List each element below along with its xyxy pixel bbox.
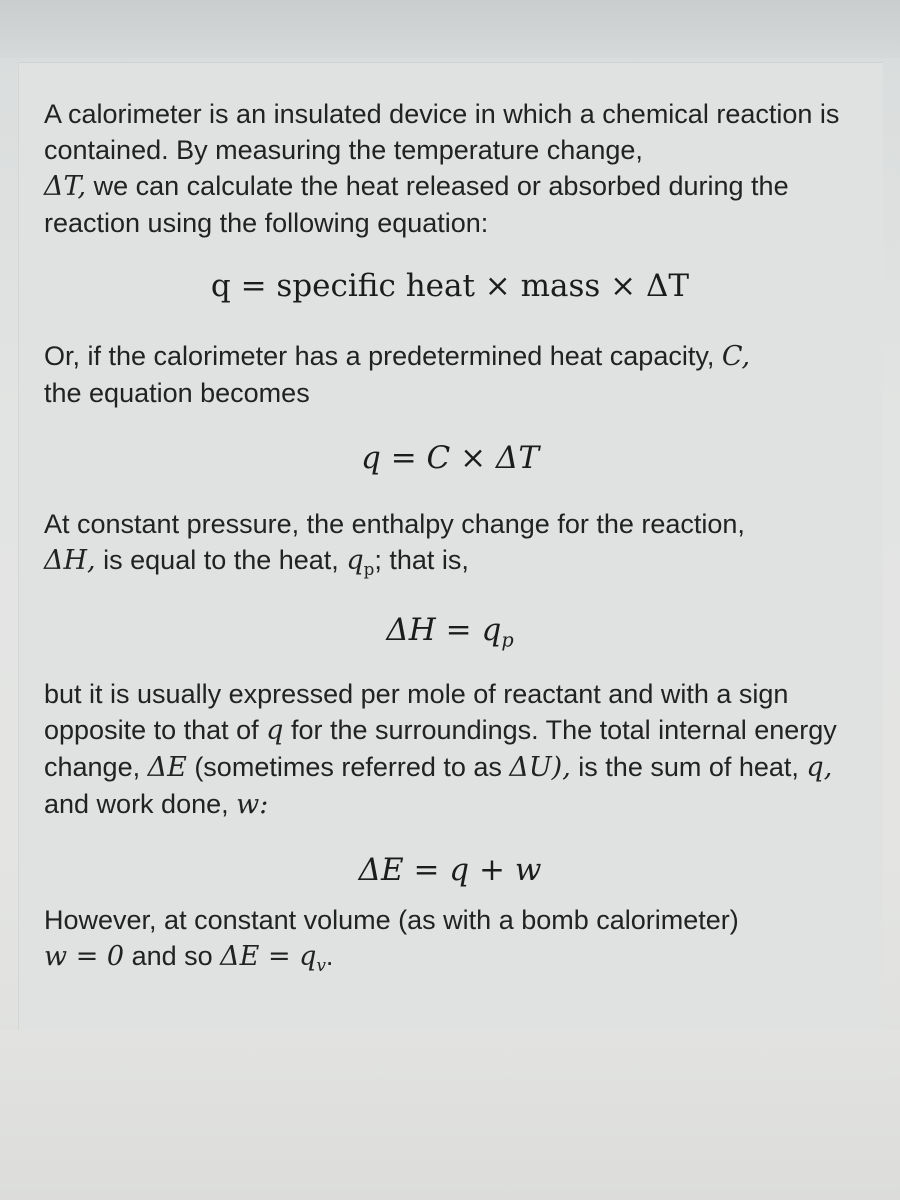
paragraph-heat-capacity [44,338,844,411]
delta-e-equals-symbol: ΔE = [220,941,300,972]
w-zero-symbol: w = 0 [44,941,125,972]
paragraph-calorimeter-intro [44,96,844,241]
intro-text-tail: we can calculate the heat released or absorbed during the reaction using the following equation: [44,171,789,238]
constant-pressure-text-mid: is equal to the heat, [95,545,347,575]
equation-enthalpy-subscript: p [501,628,514,652]
qp-subscript: p [363,558,375,579]
delta-u-symbol: ΔU), [509,752,571,783]
equation-heat-capacity-text: q = C × ΔT [361,440,539,476]
equation-heat-capacity [0,440,900,476]
internal-energy-text-c: (sometimes referred to as [186,752,510,782]
c-symbol: C, [721,341,751,372]
q-heat-symbol: q, [806,752,833,783]
heat-capacity-text: Or, if the calorimeter has a predetermined heat capacity, [44,341,722,371]
delta-t-symbol: ΔT, [44,171,87,202]
constant-pressure-text-tail: that is, [381,545,469,575]
qv-punct: . [325,941,334,971]
qp-punct: ; [374,545,382,575]
constant-volume-text-a: However, at constant volume (as with a bomb calorimeter) [44,905,739,935]
q-symbol: q [266,715,284,746]
internal-energy-text-a: but it is usually expressed per mole of reactant and with a sign opposite to that of [44,679,789,745]
w-symbol: w: [236,789,269,820]
equation-internal-energy-text: ΔE = q + w [358,852,542,888]
equation-specific-heat-text: q = specific heat × mass × ΔT [210,268,690,304]
internal-energy-text-e: and work done, [44,789,237,819]
constant-volume-text-b: and so [124,941,221,971]
internal-energy-text-d: is the sum of heat, [570,752,807,782]
screen-bottom-area [0,1030,900,1200]
equation-enthalpy-lhs: ΔH = q [386,612,502,648]
equation-specific-heat [0,268,900,304]
paragraph-constant-pressure [44,506,844,579]
delta-e-symbol: ΔE [147,752,187,783]
equation-enthalpy [0,612,900,652]
equation-internal-energy [0,852,900,888]
qv-subscript: v [316,954,326,975]
paragraph-constant-volume [44,902,844,975]
screen-top-bezel [0,0,900,58]
paragraph-internal-energy [44,676,844,823]
constant-pressure-text: At constant pressure, the enthalpy change for the reaction, [44,509,745,539]
internal-energy-text-b: for the surroundings. The total internal energy change, [44,715,837,782]
delta-h-symbol: ΔH, [44,545,96,576]
heat-capacity-text-tail: the equation becomes [44,378,310,408]
intro-text: A calorimeter is an insulated device in which a chemical reaction is contained. By measuring the temperature change, [44,99,840,165]
qp-symbol: q [346,545,364,576]
qv-symbol: q [299,941,317,972]
